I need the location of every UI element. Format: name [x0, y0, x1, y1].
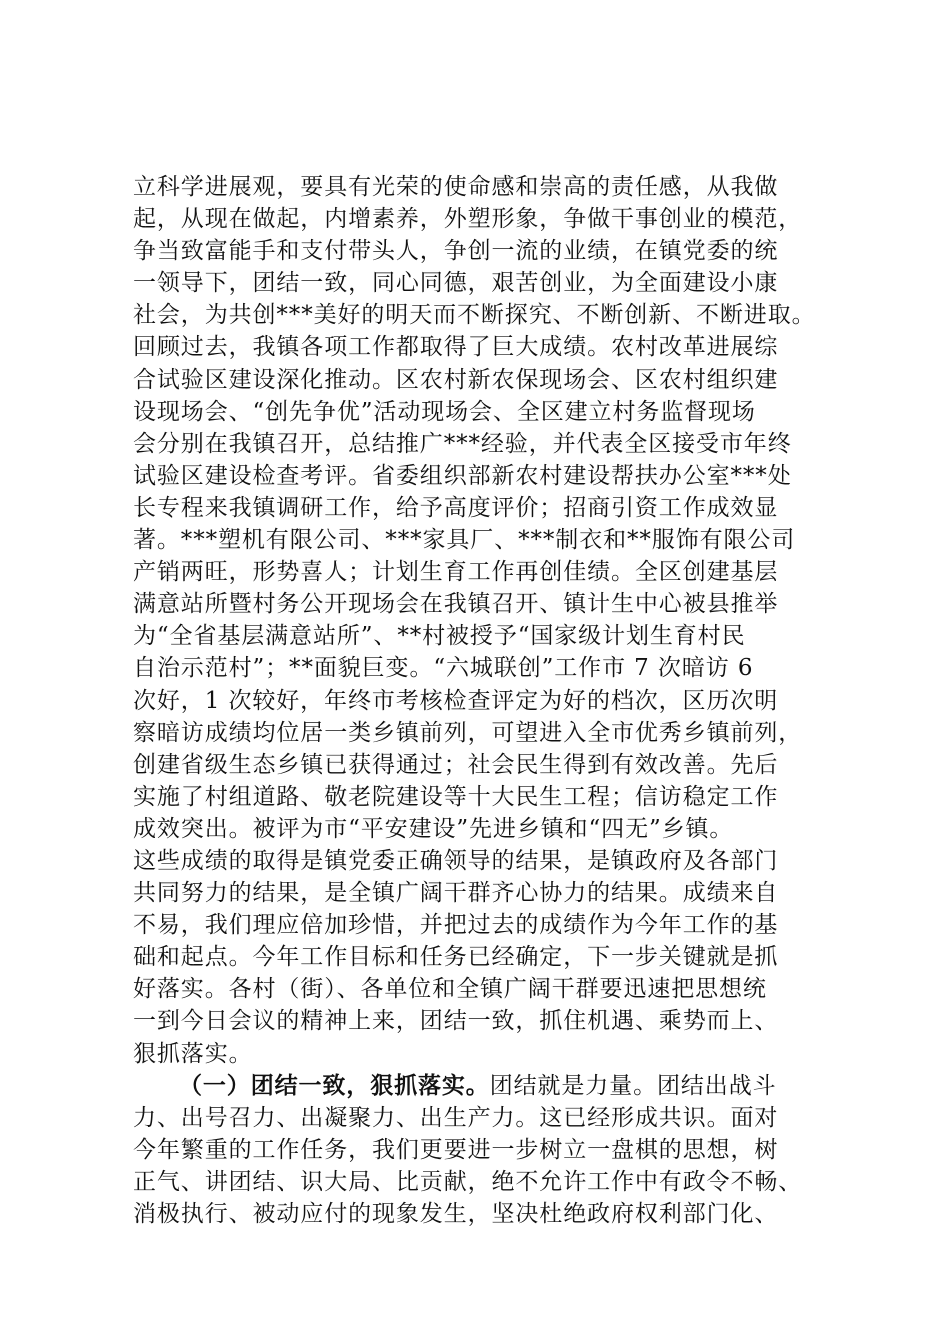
text-line: 回顾过去，我镇各项工作都取得了巨大成绩。农村改革进展综 — [133, 334, 779, 361]
text-line: 成效突出。被评为市“平安建设”先进乡镇和“四无”乡镇。 — [133, 815, 734, 842]
text-line: 次好，1 次较好，年终市考核检查评定为好的档次，区历次明 — [133, 687, 779, 714]
text-line: 会分别在我镇召开，总结推广***经验，并代表全区接受市年终 — [133, 430, 792, 457]
text-line: 争当致富能手和支付带头人，争创一流的业绩，在镇党委的统 — [133, 238, 779, 265]
text-line: 不易，我们理应倍加珍惜，并把过去的成绩作为今年工作的基 — [133, 912, 779, 939]
text-line: 好落实。各村（街）、各单位和全镇广阔干群要迅速把思想统 — [133, 976, 767, 1003]
text-line: 设现场会、“创先争优”活动现场会、全区建立村务监督现场 — [133, 398, 756, 425]
text-line: 满意站所暨村务公开现场会在我镇召开、镇计生中心被县推举 — [133, 591, 779, 618]
text-line: 共同努力的结果，是全镇广阔干群齐心协力的结果。成绩来自 — [133, 880, 779, 907]
text-line: 消极执行、被动应付的现象发生，坚决杜绝政府权利部门化、 — [133, 1201, 779, 1227]
text-line: 起，从现在做起，内增素养，外塑形象，争做干事创业的模范， — [133, 206, 803, 233]
text-line: 合试验区建设深化推动。区农村新农保现场会、区农村组织建 — [133, 366, 779, 393]
section-text: 团结就是力量。团结出战斗 — [489, 1072, 777, 1099]
section-heading-line — [133, 1070, 853, 1102]
text-line: 创建省级生态乡镇已获得通过；社会民生得到有效改善。先后 — [133, 751, 779, 778]
text-line: 狠抓落实。 — [133, 1040, 253, 1067]
text-line: 察暗访成绩均位居一类乡镇前列，可望进入全市优秀乡镇前列， — [133, 719, 803, 746]
text-line: 这些成绩的取得是镇党委正确领导的结果，是镇政府及各部门 — [133, 847, 779, 874]
text-line: 力、出号召力、出凝聚力、出生产力。这已经形成共识。面对 — [133, 1104, 779, 1131]
text-line: 一到今日会议的精神上来，团结一致，抓住机遇、乘势而上、 — [133, 1008, 779, 1035]
text-line: 础和起点。今年工作目标和任务已经确定，下一步关键就是抓 — [133, 944, 779, 971]
document-body — [133, 171, 853, 1230]
section-heading: （一）团结一致，狠抓落实。 — [179, 1071, 490, 1099]
text-line: 一领导下，团结一致，同心同德，艰苦创业，为全面建设小康 — [133, 270, 779, 297]
text-line: 长专程来我镇调研工作，给予高度评价；招商引资工作成效显 — [133, 494, 779, 521]
text-line: 为“全省基层满意站所”、**村被授予“国家级计划生育村民 — [133, 623, 746, 650]
text-line: 试验区建设检查考评。省委组织部新农村建设帮扶办公室***处 — [133, 462, 792, 489]
text-line: 社会，为共创***美好的明天而不断探究、不断创新、不断进取。 — [133, 302, 816, 329]
text-line: 今年繁重的工作任务，我们更要进一步树立一盘棋的思想，树 — [133, 1136, 779, 1163]
text-line: 著。***塑机有限公司、***家具厂、***制衣和**服饰有限公司 — [133, 527, 796, 554]
text-line: 立科学进展观，要具有光荣的使命感和崇高的责任感，从我做 — [133, 174, 779, 200]
text-line: 正气、讲团结、识大局、比贡献，绝不允许工作中有政令不畅、 — [133, 1168, 803, 1195]
text-line: 实施了村组道路、敬老院建设等十大民生工程；信访稳定工作 — [133, 783, 779, 810]
text-line: 产销两旺，形势喜人；计划生育工作再创佳绩。全区创建基层 — [133, 559, 779, 586]
text-line: 自治示范村”；**面貌巨变。“六城联创”工作市 7 次暗访 6 — [133, 655, 754, 682]
